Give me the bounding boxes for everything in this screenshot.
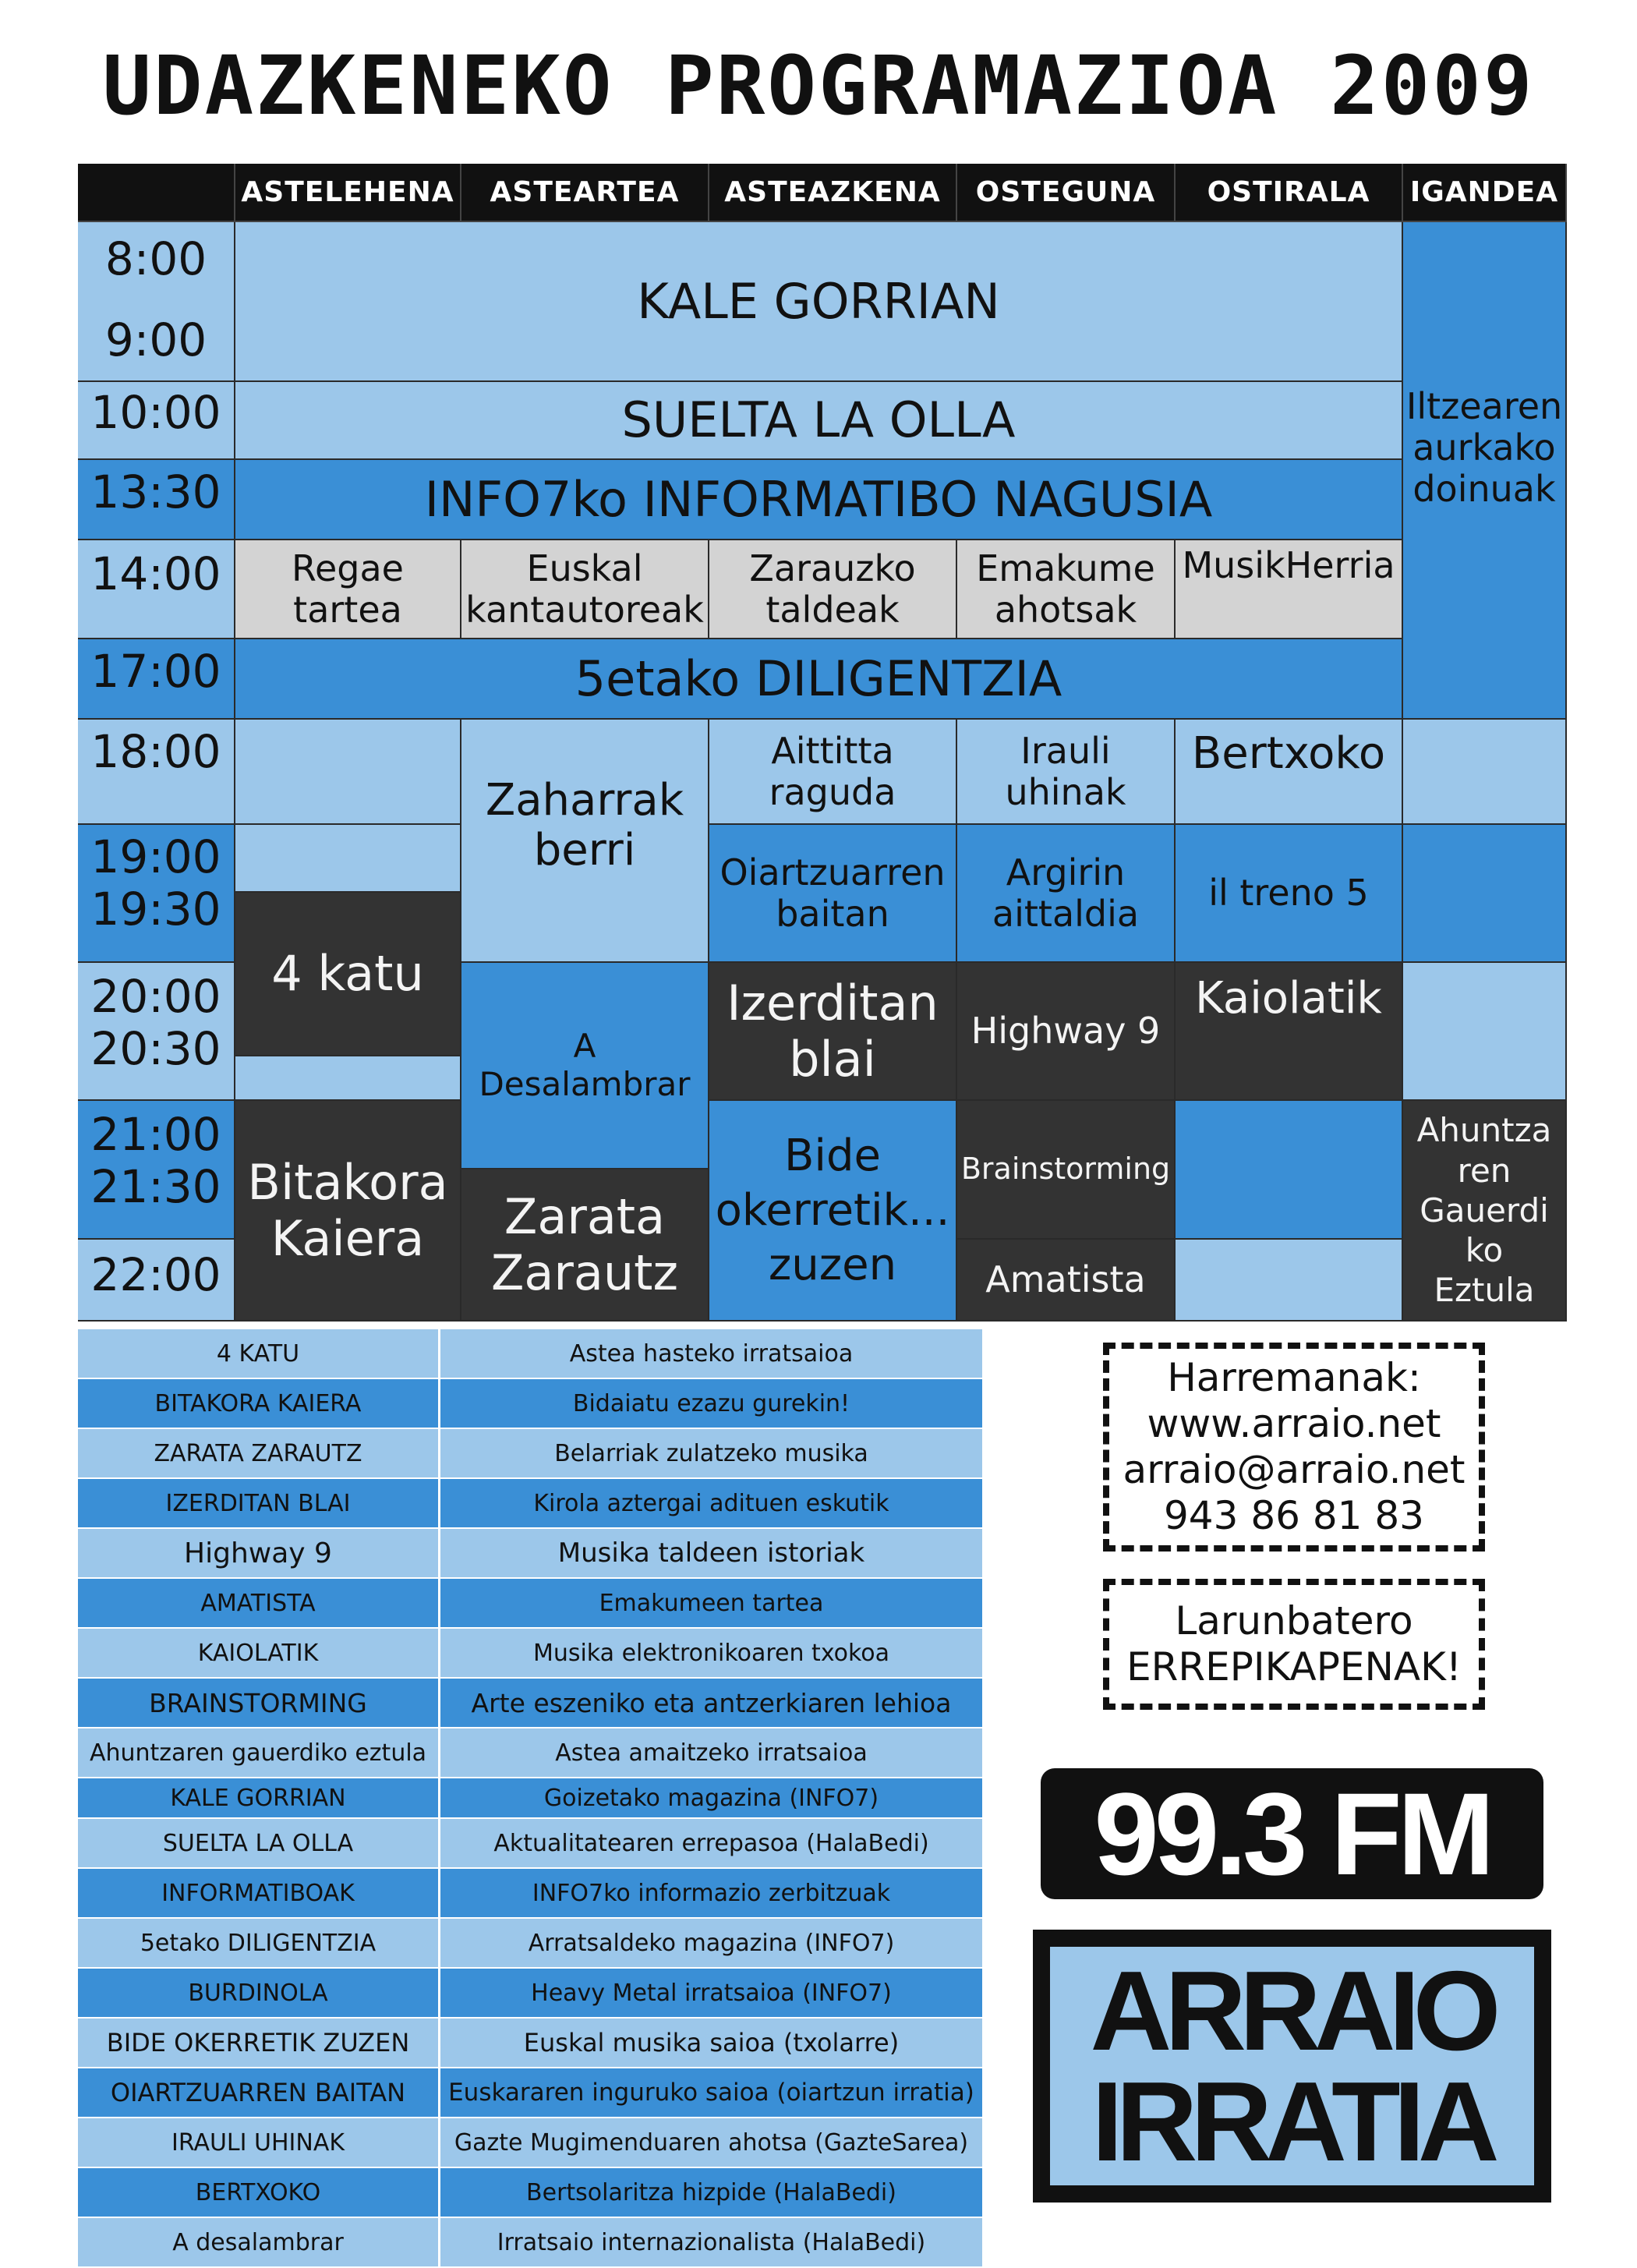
empty-slot xyxy=(235,1056,461,1101)
legend-desc: Musika elektronikoaren txokoa xyxy=(532,1639,890,1667)
list-item xyxy=(78,1819,982,1869)
time-slot-1900 xyxy=(78,825,235,963)
time-slot-1400 xyxy=(78,540,235,639)
legend-name: 5etako DILIGENTZIA xyxy=(78,1919,440,1967)
program-label: Argirin xyxy=(1006,851,1126,893)
list-item xyxy=(78,1969,982,2019)
legend-desc: Belarriak zulatzeko musika xyxy=(554,1439,868,1467)
program-label: doinuak xyxy=(1412,467,1556,510)
legend-name: IZERDITAN BLAI xyxy=(78,1479,440,1527)
legend-desc: Astea hasteko irratsaioa xyxy=(569,1339,854,1368)
legend-name: BRAINSTORMING xyxy=(78,1679,440,1727)
legend-name: OIARTZUARREN BAITAN xyxy=(78,2068,440,2117)
list-item xyxy=(78,1869,982,1919)
program-label: Amatista xyxy=(985,1258,1146,1301)
legend-desc: Irratsaio internazionalista (HalaBedi) xyxy=(497,2228,926,2256)
list-item xyxy=(78,1529,982,1579)
program-label: A xyxy=(573,1027,596,1066)
list-item xyxy=(78,2118,982,2168)
program-zarata-zarautz xyxy=(461,1169,709,1322)
program-label: ahotsak xyxy=(994,588,1137,631)
time-label: 21:30 xyxy=(90,1159,221,1213)
program-label: kantautoreak xyxy=(465,588,704,631)
program-a-desalambrar xyxy=(461,963,709,1169)
program-label: Emakume xyxy=(976,547,1155,589)
header-day-thursday: OSTEGUNA xyxy=(957,164,1176,222)
program-label: Highway 9 xyxy=(971,1010,1161,1053)
program-label: blai xyxy=(789,1030,876,1088)
legend-name: A desalambrar xyxy=(78,2218,440,2266)
legend-desc: Kirola aztergai adituen eskutik xyxy=(533,1489,889,1517)
time-slot-1700 xyxy=(78,639,235,720)
program-label: Kaiolatik xyxy=(1195,973,1382,1024)
program-oiartzuarren-baitan xyxy=(709,825,957,963)
list-item xyxy=(78,2168,982,2218)
program-zarauzko-taldeak xyxy=(709,540,957,639)
time-label: 17:00 xyxy=(90,645,221,698)
empty-slot xyxy=(1403,963,1567,1101)
empty-slot xyxy=(1403,825,1567,963)
legend-name: Ahuntzaren gauerdiko eztula xyxy=(78,1728,440,1777)
list-item xyxy=(78,1579,982,1629)
program-highway-9 xyxy=(957,963,1176,1101)
time-slot-1330 xyxy=(78,460,235,540)
list-item xyxy=(78,1919,982,1969)
program-label: Zarauzko xyxy=(749,547,916,589)
header-day-wednesday: ASTEAZKENA xyxy=(709,164,957,222)
program-musikherria xyxy=(1176,540,1403,639)
station-logo-inner xyxy=(1050,1947,1534,2185)
list-item xyxy=(78,2068,982,2118)
program-il-treno-5 xyxy=(1176,825,1403,963)
time-slot-1000 xyxy=(78,382,235,460)
program-label: taldeak xyxy=(765,588,900,631)
frequency-badge xyxy=(1041,1768,1543,1899)
program-bide-okerretik-zuzen xyxy=(709,1101,957,1322)
program-izerditan-blai xyxy=(709,963,957,1101)
time-label: 8:00 xyxy=(104,232,207,285)
legend-name: ZARATA ZARAUTZ xyxy=(78,1429,440,1477)
program-label: KALE GORRIAN xyxy=(637,272,1000,330)
program-label: baitan xyxy=(776,892,889,935)
program-label: Iltzearen xyxy=(1405,385,1563,427)
repeat-notice xyxy=(1103,1579,1485,1710)
legend-name: BITAKORA KAIERA xyxy=(78,1379,440,1428)
header-day-monday: ASTELEHENA xyxy=(235,164,461,222)
repeat-line: Larunbatero xyxy=(1175,1598,1413,1644)
contact-email-link[interactable]: arraio@arraio.net xyxy=(1123,1447,1466,1492)
list-item xyxy=(78,1629,982,1679)
time-label: 20:00 xyxy=(90,970,221,1023)
time-slot-morning xyxy=(78,222,235,382)
program-label: uhinak xyxy=(1005,770,1126,813)
empty-slot xyxy=(235,720,461,825)
list-item xyxy=(78,1429,982,1479)
time-slot-2100 xyxy=(78,1101,235,1240)
time-label: 13:30 xyxy=(90,465,221,518)
legend-desc: Goizetako magazina (INFO7) xyxy=(543,1784,879,1812)
program-label: Izerditan xyxy=(727,975,939,1032)
program-label: Aittitta xyxy=(771,729,894,772)
program-label: Eztula xyxy=(1434,1271,1535,1310)
repeat-line: ERREPIKAPENAK! xyxy=(1126,1644,1462,1690)
program-label: zuzen xyxy=(768,1239,897,1290)
program-aittitta-raguda xyxy=(709,720,957,825)
program-legend xyxy=(78,1329,982,2268)
legend-desc: Arratsaldeko magazina (INFO7) xyxy=(528,1929,895,1957)
header-corner xyxy=(78,164,235,222)
program-label: Euskal xyxy=(526,547,643,589)
program-label: Bide xyxy=(784,1130,881,1181)
header-day-friday: OSTIRALA xyxy=(1176,164,1403,222)
legend-name: Highway 9 xyxy=(78,1529,440,1577)
empty-slot xyxy=(1176,1101,1403,1240)
legend-desc: Emakumeen tartea xyxy=(599,1589,824,1617)
program-label: raguda xyxy=(769,770,896,813)
program-kale-gorrian xyxy=(235,222,1403,382)
program-label: INFO7ko INFORMATIBO NAGUSIA xyxy=(424,470,1213,528)
program-emakume-ahotsak xyxy=(957,540,1176,639)
legend-name: 4 KATU xyxy=(78,1329,440,1378)
program-bertxoko xyxy=(1176,720,1403,825)
program-regae-tartea xyxy=(235,540,461,639)
legend-desc: Bertsolaritza hizpide (HalaBedi) xyxy=(526,2178,896,2206)
legend-desc: Heavy Metal irratsaioa (INFO7) xyxy=(531,1979,892,2007)
program-label: Zaharrak xyxy=(485,775,684,826)
legend-desc: Bidaiatu ezazu gurekin! xyxy=(572,1389,850,1417)
program-label: tartea xyxy=(293,588,402,631)
list-item xyxy=(78,1728,982,1778)
legend-name: SUELTA LA OLLA xyxy=(78,1819,440,1867)
program-diligentzia xyxy=(235,639,1403,720)
program-irauli-uhinak xyxy=(957,720,1176,825)
program-label: Bitakora xyxy=(247,1154,448,1212)
legend-name: BIDE OKERRETIK ZUZEN xyxy=(78,2019,440,2067)
legend-name: INFORMATIBOAK xyxy=(78,1869,440,1917)
station-logo xyxy=(1033,1930,1551,2203)
time-label: 21:00 xyxy=(90,1108,221,1161)
program-label: Regae xyxy=(292,547,404,589)
legend-name: IRAULI UHINAK xyxy=(78,2118,440,2167)
contact-label: Harremanak: xyxy=(1167,1355,1421,1400)
program-ahuntzaren-gauerdiko-eztula xyxy=(1403,1101,1567,1322)
program-label: Desalambrar xyxy=(479,1064,691,1103)
contact-box xyxy=(1103,1343,1485,1552)
legend-name: BERTXOKO xyxy=(78,2168,440,2217)
list-item xyxy=(78,2019,982,2068)
time-label: 19:00 xyxy=(90,830,221,883)
program-4-katu xyxy=(235,893,461,1056)
program-label: il treno 5 xyxy=(1208,872,1369,915)
legend-desc: Arte eszeniko eta antzerkiaren lehioa xyxy=(471,1687,952,1718)
program-suelta-la-olla xyxy=(235,382,1403,460)
program-label: okerretik... xyxy=(715,1184,950,1236)
list-item xyxy=(78,2218,982,2268)
list-item xyxy=(78,1778,982,1819)
program-euskal-kantautoreak xyxy=(461,540,709,639)
program-label: berri xyxy=(533,825,636,876)
program-info7 xyxy=(235,460,1403,540)
program-zaharrak-berri xyxy=(461,720,709,963)
empty-slot xyxy=(235,825,461,893)
program-label: ren xyxy=(1457,1151,1511,1190)
station-name: IRRATIA xyxy=(1091,2058,1493,2185)
legend-name: BURDINOLA xyxy=(78,1969,440,2017)
program-label: ko xyxy=(1465,1231,1504,1270)
time-label: 9:00 xyxy=(104,313,207,367)
program-label: aittaldia xyxy=(992,892,1140,935)
program-label: 4 katu xyxy=(271,945,424,1003)
time-slot-2200 xyxy=(78,1240,235,1322)
legend-desc: Gazte Mugimenduaren ahotsa (GazteSarea) xyxy=(454,2128,969,2157)
program-label: Irauli xyxy=(1020,729,1111,772)
program-kaiolatik xyxy=(1176,963,1403,1101)
time-label: 18:00 xyxy=(90,725,221,778)
legend-name: KALE GORRIAN xyxy=(78,1778,440,1817)
program-label: Ahuntza xyxy=(1416,1111,1552,1150)
legend-desc: Euskararen inguruko saioa (oiartzun irratia) xyxy=(448,2079,974,2107)
time-slot-1800 xyxy=(78,720,235,825)
program-label: Kaiera xyxy=(270,1209,425,1267)
time-slot-2000 xyxy=(78,963,235,1101)
program-iltzearen-aurkako-doinuak xyxy=(1403,222,1567,720)
legend-desc: INFO7ko informazio zerbitzuak xyxy=(532,1879,891,1907)
time-label: 20:30 xyxy=(90,1021,221,1075)
legend-desc: Euskal musika saioa (txolarre) xyxy=(523,2028,900,2057)
time-label: 22:00 xyxy=(90,1248,221,1301)
list-item xyxy=(78,1679,982,1728)
program-amatista xyxy=(957,1240,1176,1322)
program-label: MusikHerria xyxy=(1182,544,1395,586)
program-label: SUELTA LA OLLA xyxy=(621,391,1016,449)
program-brainstorming xyxy=(957,1101,1176,1240)
program-bitakora-kaiera xyxy=(235,1101,461,1322)
program-label: Gauerdi xyxy=(1420,1191,1549,1230)
program-label: Zarautz xyxy=(490,1244,679,1301)
header-day-tuesday: ASTEARTEA xyxy=(461,164,709,222)
station-name: ARRAIO xyxy=(1090,1947,1494,2074)
contact-website-link[interactable]: www.arraio.net xyxy=(1147,1401,1441,1446)
program-label: Brainstorming xyxy=(960,1152,1171,1187)
program-label: Bertxoko xyxy=(1191,728,1386,779)
program-label: Oiartzuarren xyxy=(720,851,946,893)
program-argirin-aittaldia xyxy=(957,825,1176,963)
poster-title: UDAZKENEKO PROGRAMAZIOA 2009 xyxy=(102,38,1535,133)
time-label: 10:00 xyxy=(90,386,221,439)
time-label: 19:30 xyxy=(90,882,221,936)
empty-slot xyxy=(1176,1240,1403,1322)
program-label: Zarata xyxy=(504,1188,666,1246)
list-item xyxy=(78,1479,982,1529)
legend-name: KAIOLATIK xyxy=(78,1629,440,1677)
header-day-sunday: IGANDEA xyxy=(1403,164,1567,222)
legend-desc: Musika taldeen istoriak xyxy=(557,1537,865,1569)
list-item xyxy=(78,1379,982,1429)
legend-name: AMATISTA xyxy=(78,1579,440,1627)
list-item xyxy=(78,1329,982,1379)
contact-phone: 943 86 81 83 xyxy=(1164,1493,1424,1538)
program-label: 5etako DILIGENTZIA xyxy=(575,649,1062,707)
program-label: aurkako xyxy=(1412,426,1556,469)
legend-desc: Astea amaitzeko irratsaioa xyxy=(555,1739,868,1767)
frequency-label: 99.3 FM xyxy=(1094,1767,1490,1899)
empty-slot xyxy=(1403,720,1567,825)
legend-desc: Aktualitatearen errepasoa (HalaBedi) xyxy=(493,1829,929,1857)
time-label: 14:00 xyxy=(90,547,221,600)
